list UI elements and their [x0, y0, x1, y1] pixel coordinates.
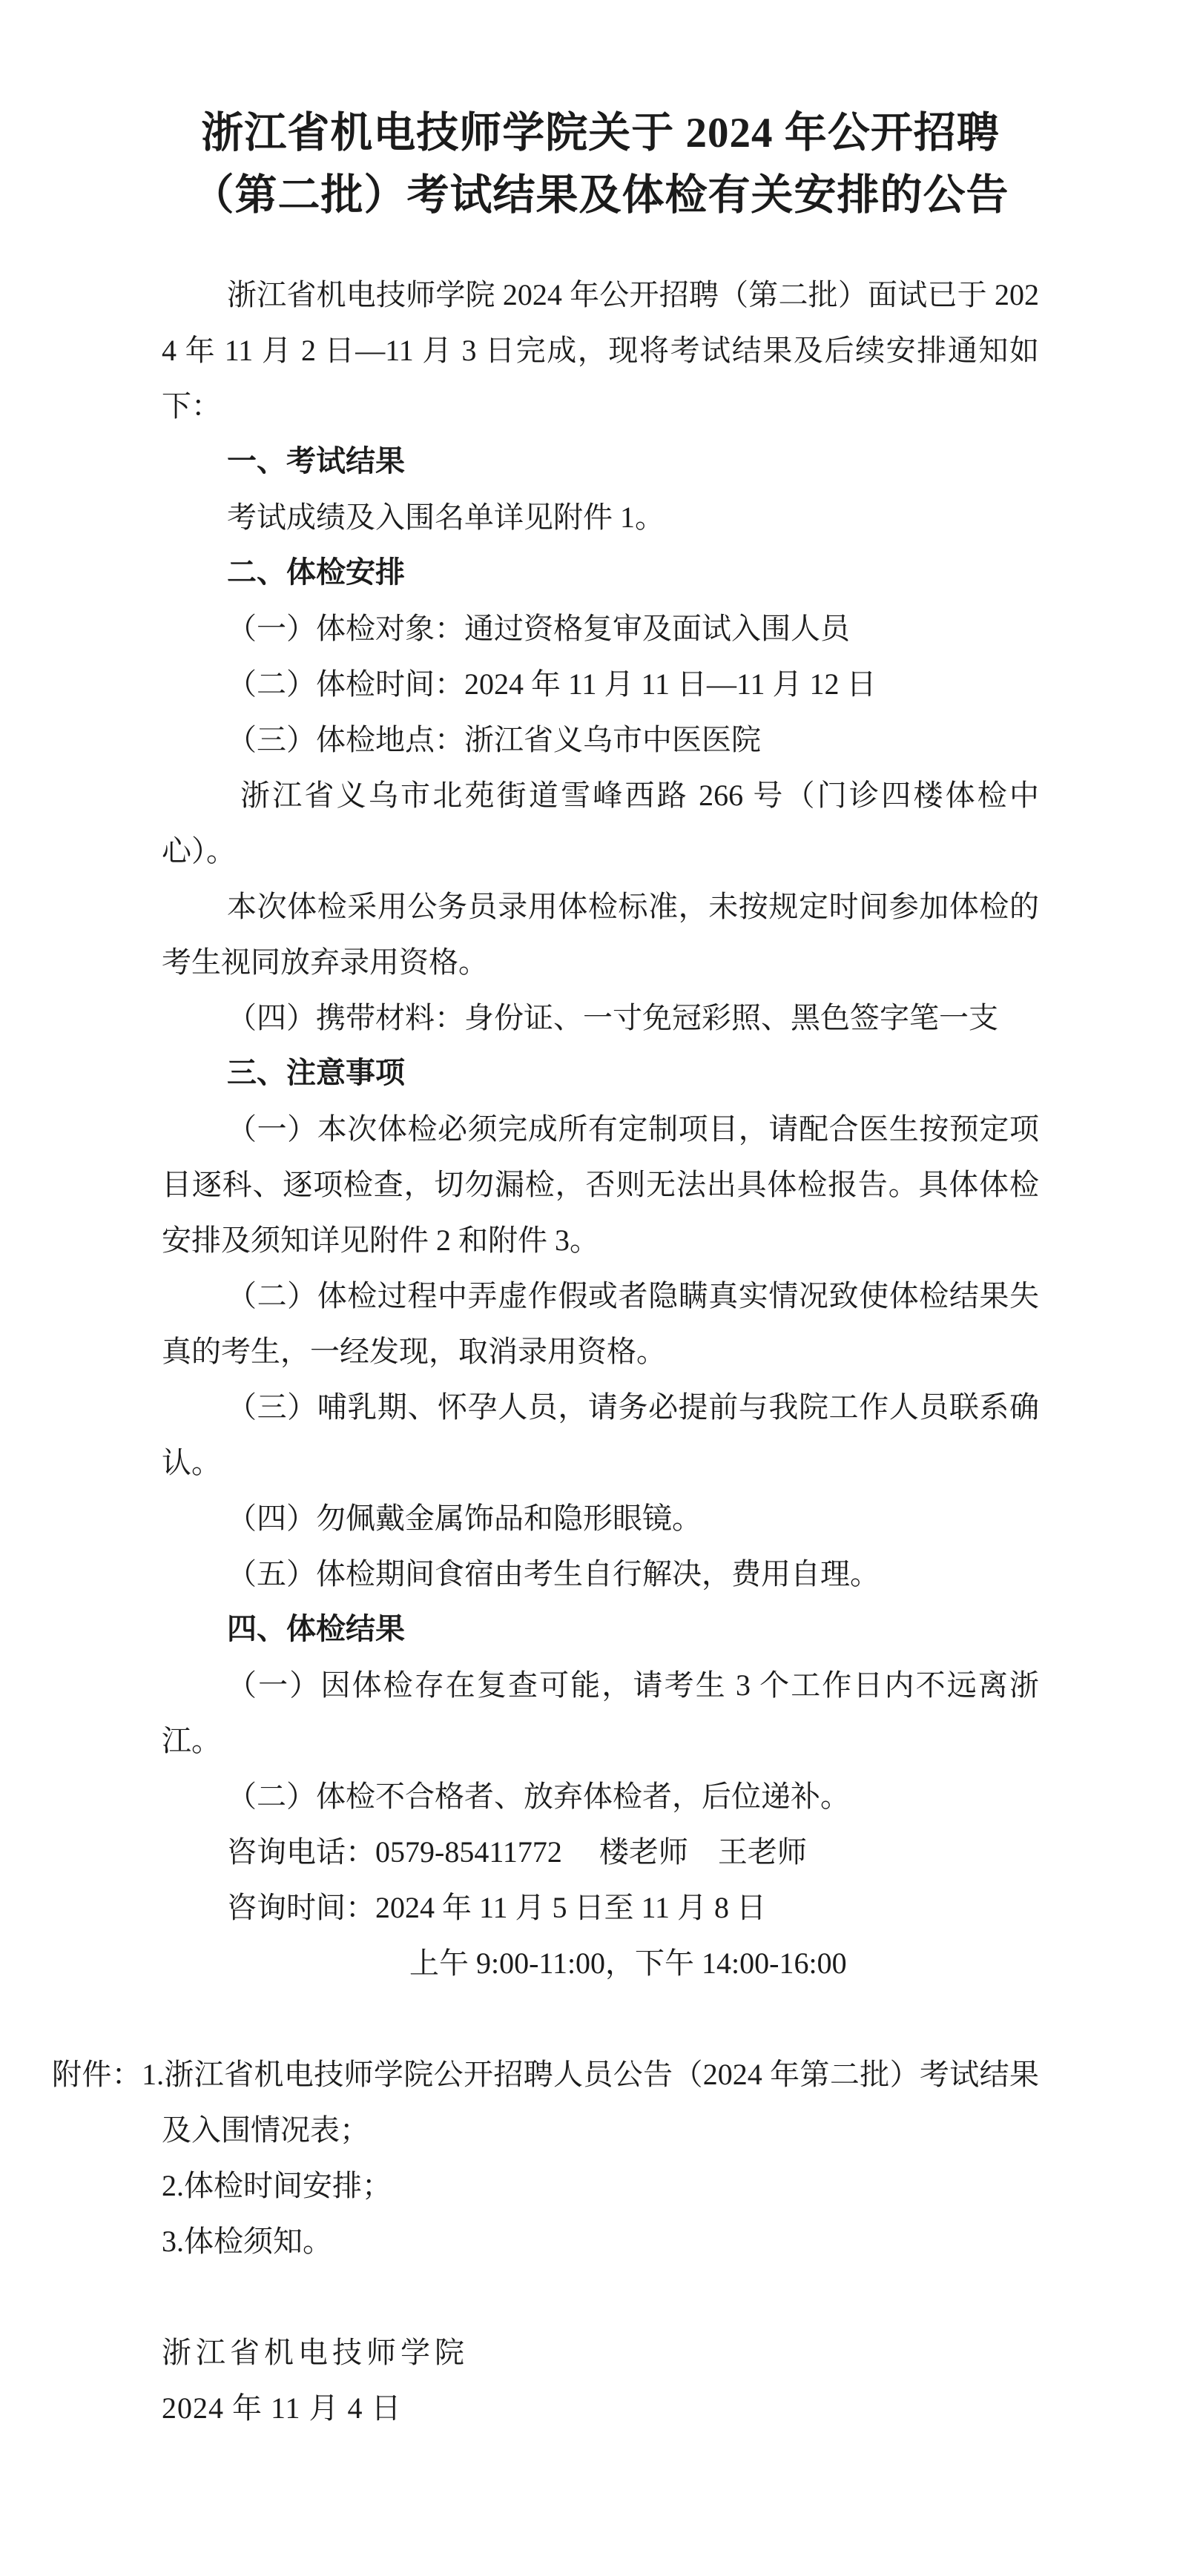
section-3-item-1: （一）本次体检必须完成所有定制项目，请配合医生按预定项目逐科、逐项检查，切勿漏检，否则无法出具体检报告。具体体检安排及须知详见附件 2 和附件 3。 — [162, 1112, 1039, 1257]
document-title-line-1: 浙江省机电技师学院关于 2024 年公开招聘 — [201, 110, 1000, 156]
attachment-item-3: 3.体检须知。 — [162, 2225, 332, 2258]
section-4-heading: 四、体检结果 — [227, 1613, 405, 1645]
section-2-heading: 二、体检安排 — [227, 556, 405, 589]
intro-paragraph: 浙江省机电技师学院 2024 年公开招聘（第二批）面试已于 2024 年 11 月 2 日—11 月 3 日完成，现将考试结果及后续安排通知如下： — [162, 278, 1039, 423]
document-title — [154, 102, 1046, 227]
spacer — [162, 1991, 1039, 2047]
section-1-heading: 一、考试结果 — [227, 445, 405, 478]
section-2-item-3: （三）体检地点：浙江省义乌市中医医院 — [227, 723, 761, 756]
attachment-item-2: 2.体检时间安排； — [162, 2169, 392, 2202]
section-4-item-2: （二）体检不合格者、放弃体检者，后位递补。 — [227, 1780, 850, 1813]
spacer — [162, 2269, 1039, 2325]
section-4-item-1: （一）因体检存在复查可能，请考生 3 个工作日内不远离浙江。 — [162, 1668, 1039, 1757]
section-2-item-4: （四）携带材料：身份证、一寸免冠彩照、黑色签字笔一支 — [227, 1001, 998, 1034]
section-3-heading: 三、注意事项 — [227, 1057, 405, 1089]
section-2-address: 浙江省义乌市北苑街道雪峰西路 266 号（门诊四楼体检中心）。 — [162, 779, 1039, 868]
section-2-item-2: （二）体检时间：2024 年 11 月 11 日—11 月 12 日 — [227, 667, 877, 701]
section-2-note: 本次体检采用公务员录用体检标准，未按规定时间参加体检的考生视同放弃录用资格。 — [162, 890, 1039, 979]
document-title-line-2: （第二批）考试结果及体检有关安排的公告 — [191, 172, 1009, 219]
section-3-item-4: （四）勿佩戴金属饰品和隐形眼镜。 — [227, 1502, 702, 1535]
contact-hours-line: 上午 9:00-11:00，下午 14:00-16:00 — [409, 1946, 847, 1980]
section-2-item-1: （一）体检对象：通过资格复审及面试入围人员 — [227, 612, 850, 645]
section-3-item-3: （三）哺乳期、怀孕人员，请务必提前与我院工作人员联系确认。 — [162, 1390, 1039, 1479]
section-3-item-2: （二）体检过程中弄虚作假或者隐瞒真实情况致使体检结果失真的考生，一经发现，取消录用资格。 — [162, 1279, 1039, 1368]
contact-phone-line: 咨询电话：0579-85411772 楼老师 王老师 — [227, 1835, 807, 1869]
section-3-item-5: （五）体检期间食宿由考生自行解决，费用自理。 — [227, 1557, 880, 1591]
section-1-paragraph: 考试成绩及入围名单详见附件 1。 — [227, 501, 665, 534]
signature-date: 2024 年 11 月 4 日 — [162, 2391, 402, 2425]
signature-name: 浙江省机电技师学院 — [162, 2336, 469, 2369]
attachment-line-1: 附件：1.浙江省机电技师学院公开招聘人员公告（2024 年第二批）考试结果及入围情况表； — [52, 2058, 1039, 2147]
contact-time-line: 咨询时间：2024 年 11 月 5 日至 11 月 8 日 — [227, 1891, 767, 1924]
